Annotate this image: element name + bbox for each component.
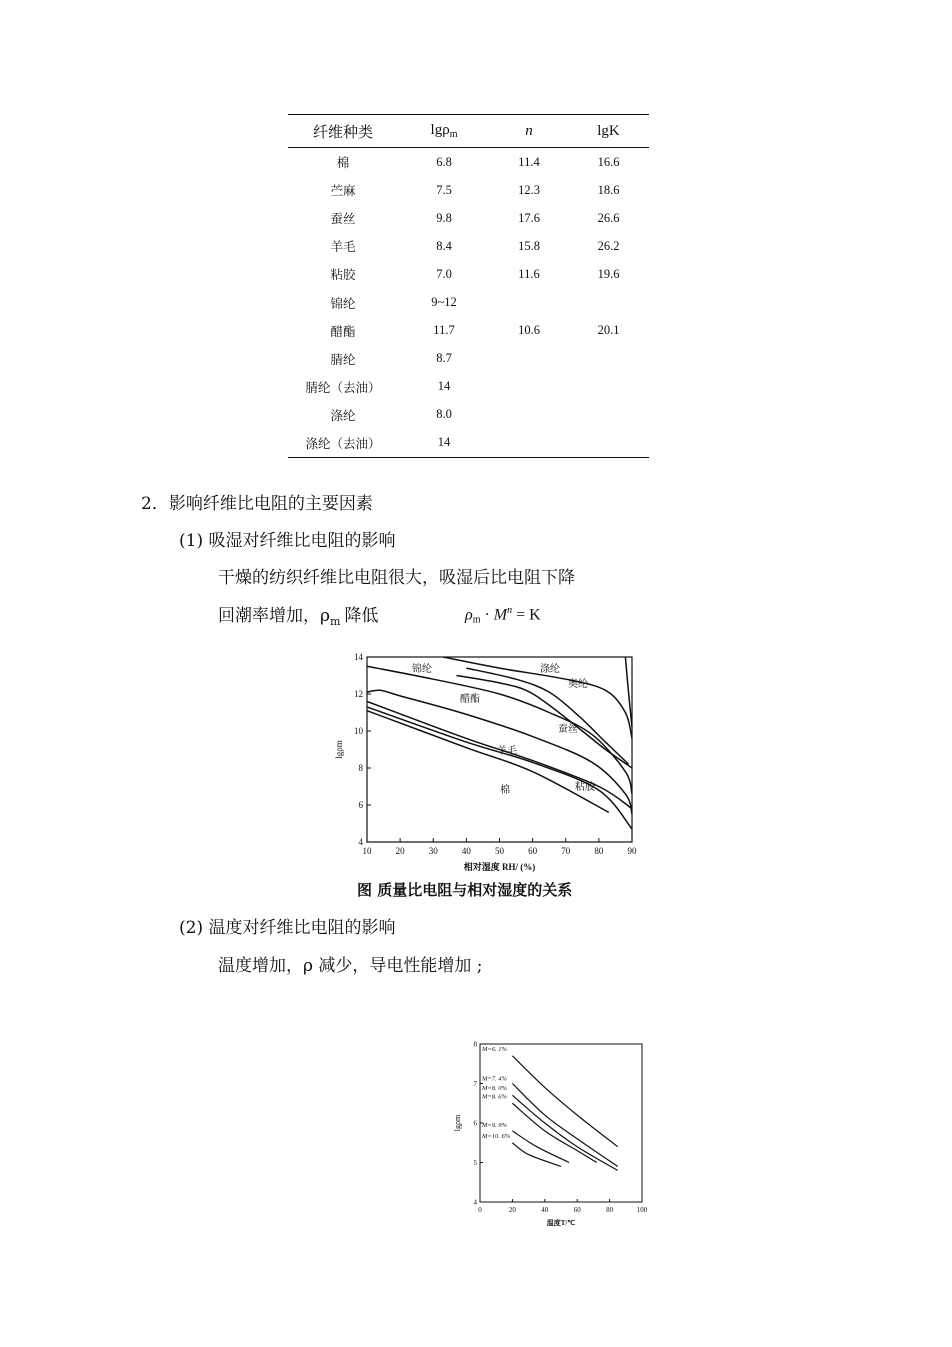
table-body (288, 148, 649, 458)
cell-fiber-name: 蚕丝 (330, 211, 356, 227)
cell-lgk: 19.6 (597, 266, 620, 281)
cell-lgp: 8.7 (436, 351, 452, 366)
x-tick-label: 60 (528, 846, 538, 856)
y-tick-label: 6 (473, 1119, 477, 1128)
cell-lgp: 9.8 (436, 210, 452, 225)
series-label: M=6. 1% (482, 1046, 507, 1054)
cell-lgk: 26.6 (597, 210, 620, 225)
curve-label: 粘胶 (575, 782, 595, 793)
subheading-1: (1) 吸湿对纤维比电阻的影响 (179, 531, 396, 551)
x-tick-label: 0 (478, 1206, 482, 1214)
col-fiber-type: 纤维种类 (288, 115, 398, 148)
y-tick-label: 4 (473, 1198, 477, 1207)
x-tick-label: 60 (573, 1206, 581, 1214)
series-label: M=8. 0% (482, 1084, 507, 1092)
y-tick-label: 8 (358, 763, 363, 773)
table-row (288, 176, 649, 204)
table-row (288, 317, 649, 345)
series-label: M=8. 6% (482, 1093, 507, 1101)
cell-lgp: 7.5 (436, 182, 452, 197)
fiber-resistivity-table (288, 114, 649, 458)
cell-fiber-name: 涤纶 (330, 407, 356, 423)
y-tick-label: 7 (473, 1080, 477, 1088)
cell-lgp: 6.8 (436, 154, 452, 169)
cell-n: 11.4 (518, 154, 540, 169)
y-axis-label: lgρm (334, 740, 344, 759)
y-tick-label: 14 (354, 652, 363, 662)
formula (465, 605, 541, 625)
cell-n: 10.6 (518, 323, 540, 338)
x-tick-label: 50 (495, 846, 504, 856)
formula-M: M (493, 606, 508, 624)
formula-dot: · (484, 606, 490, 624)
cell-fiber-name: 涤纶（去油） (288, 429, 398, 458)
cell-n (490, 373, 568, 401)
cell-n: 17.6 (518, 210, 540, 225)
series-label: M=10. 6% (482, 1133, 511, 1141)
paragraph-line-2 (218, 601, 378, 628)
table-row (288, 288, 649, 316)
x-tick-label: 40 (461, 846, 471, 856)
table-row (288, 260, 649, 288)
table-header-row (288, 115, 649, 148)
table-row (288, 373, 649, 401)
y-tick-label: 12 (354, 689, 363, 699)
col-lgp-main: lgρ (430, 122, 450, 138)
line2-text: 回潮率增加，ρ (218, 606, 330, 626)
x-tick-label: 70 (561, 846, 571, 856)
formula-m: m (472, 614, 481, 626)
cell-lgk: 20.1 (597, 323, 620, 338)
cell-lgk (568, 373, 649, 401)
chart-resistivity-vs-humidity (330, 645, 650, 875)
cell-n (490, 429, 568, 458)
cell-lgk: 26.2 (597, 238, 620, 253)
cell-fiber-name: 醋酯 (330, 323, 356, 339)
formula-n: n (507, 605, 513, 616)
series-line (512, 1103, 596, 1162)
cell-lgp: 14 (398, 429, 490, 458)
cell-fiber-name: 棉 (336, 155, 350, 171)
y-tick-label: 6 (358, 800, 363, 810)
cell-fiber-name: 羊毛 (330, 239, 356, 255)
cell-lgp: 14 (437, 379, 451, 394)
x-tick-label: 20 (508, 1206, 516, 1214)
table-row (288, 232, 649, 260)
figure-caption-1: 图 质量比电阻与相对湿度的关系 (357, 881, 573, 899)
y-tick-label: 4 (358, 837, 363, 847)
cell-fiber-name: 粘胶 (330, 267, 356, 283)
paragraph-line-3: 温度增加，ρ 减少，导电性能增加 ; (218, 956, 483, 976)
cell-n (490, 345, 568, 373)
chart1-group (334, 652, 637, 872)
x-tick-label: 10 (362, 846, 372, 856)
y-tick-label: 8 (473, 1040, 477, 1049)
table-row (288, 148, 649, 177)
cell-fiber-name: 苎麻 (330, 183, 356, 199)
cell-lgk (568, 288, 649, 316)
col-n: n (490, 115, 568, 148)
x-axis-label: 温度T/℃ (546, 1219, 576, 1227)
cell-lgk (568, 429, 649, 458)
cell-n (490, 401, 568, 429)
cell-n: 12.3 (518, 182, 540, 197)
line2-sub: m (330, 615, 341, 628)
x-tick-label: 90 (627, 846, 637, 856)
table-row (288, 429, 649, 458)
col-lgp (398, 115, 490, 148)
cell-fiber-name: 锦纶 (330, 295, 356, 311)
cell-lgk: 16.6 (597, 154, 620, 169)
formula-rho: ρ (465, 606, 473, 624)
cell-lgk (568, 345, 649, 373)
x-tick-label: 30 (428, 846, 438, 856)
table-row (288, 345, 649, 373)
col-lgp-sub: m (449, 129, 458, 140)
cell-lgk (568, 401, 649, 429)
y-tick-label: 5 (473, 1159, 477, 1167)
cell-fiber-name: 腈纶（去油） (305, 379, 381, 395)
line2-end: 降低 (344, 606, 379, 626)
curve-label: 醋酯 (460, 694, 480, 705)
curve-label: 棉 (500, 785, 510, 796)
chart2-group (453, 1041, 648, 1228)
chart-resistivity-vs-temperature (445, 1030, 680, 1230)
x-tick-label: 20 (395, 846, 405, 856)
curve-label: 蚕丝 (558, 724, 578, 735)
subheading-2: (2) 温度对纤维比电阻的影响 (179, 918, 396, 938)
cell-n (490, 288, 568, 316)
cell-lgp: 9~12 (431, 295, 457, 310)
section-heading-2: 2．影响纤维比电阻的主要因素 (141, 494, 373, 514)
cell-lgp: 8.4 (436, 238, 452, 253)
curve-label: 锦纶 (412, 664, 432, 675)
curve-label: 奥纶 (568, 679, 588, 690)
series-label: M=9. 9% (482, 1121, 507, 1129)
x-axis-label: 相对湿度 RH/ (%) (463, 862, 536, 872)
cell-fiber-name: 腈纶 (330, 351, 356, 367)
cell-lgk: 18.6 (597, 182, 620, 197)
series-line (512, 1056, 617, 1147)
x-tick-label: 80 (594, 846, 604, 856)
cell-n: 11.6 (518, 266, 540, 281)
x-tick-label: 40 (541, 1206, 549, 1214)
y-axis-label: lgρm (453, 1114, 462, 1132)
cell-lgp: 11.7 (433, 323, 455, 338)
curve-label: 涤纶 (540, 664, 560, 675)
x-tick-label: 100 (636, 1206, 648, 1214)
col-lgk: lgK (568, 115, 649, 148)
x-tick-label: 80 (606, 1206, 614, 1214)
table-row (288, 401, 649, 429)
cell-n: 15.8 (518, 238, 540, 253)
formula-eq: = K (516, 606, 541, 624)
cell-lgp: 8.0 (436, 407, 452, 422)
paragraph-line-1: 干燥的纺织纤维比电阻很大，吸湿后比电阻下降 (218, 568, 575, 588)
table-row (288, 204, 649, 232)
series-line (625, 657, 632, 727)
series-label: M=7. 4% (482, 1075, 507, 1083)
series-line (512, 1095, 617, 1170)
cell-lgp: 7.0 (436, 266, 452, 281)
y-tick-label: 10 (354, 726, 363, 736)
curve-label: 羊毛 (497, 746, 517, 757)
